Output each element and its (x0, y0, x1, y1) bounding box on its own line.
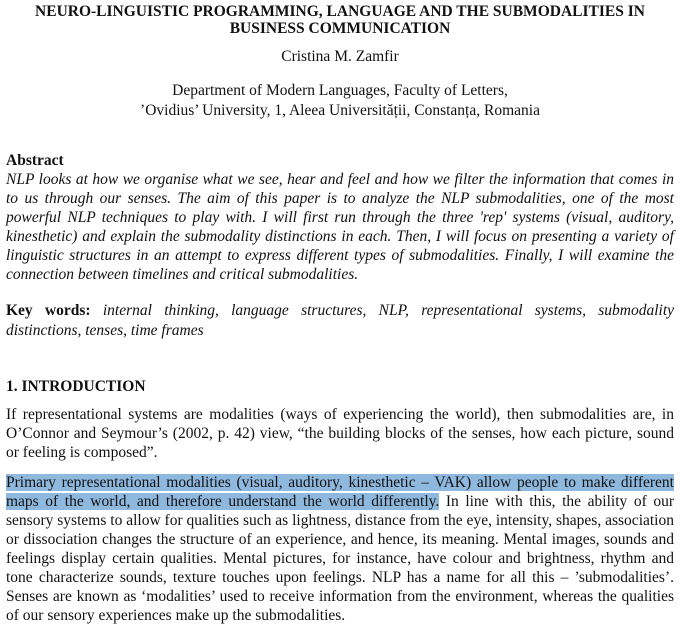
paper-page (6, 0, 674, 625)
affiliation-line-1: Department of Modern Languages, Faculty of Letters, (172, 82, 508, 99)
intro-paragraph-2-rest: In line with this, the ability of our sensory systems to allow for qualities such as lightness, distance from the eye, intensity, shapes, association or dissociation changes the structure of an experience, and hence, its meaning. Mental images, sounds and feelings display certain qualities. Mental pictures, for instance, have colour and brightness, rhythm and tone characterize sounds, texture touches upon feelings. NLP has a name for all this – ’submodalities’. Senses are known as ‘modalities’ used to receive information from the environment, whereas the qualities of our sensory experiences make up the submodalities. (6, 493, 674, 624)
intro-paragraph-2 (6, 473, 674, 625)
affiliation-line-2: ’Ovidius’ University, 1, Aleea Universității, Constanța, Romania (140, 102, 540, 119)
abstract-text: NLP looks at how we organise what we see, hear and feel and how we filter the information that comes in to us through our senses. The aim of this paper is to analyze the NLP submodalities, one of the most powerful NLP techniques to play with. I will first run through the three 'rep' systems (visual, auditory, kinesthetic) and explain the submodality distinctions in each. Then, I will focus on presenting a variety of linguistic structures in an attempt to express different types of submodalities. Finally, I will examine the connection between timelines and critical submodalities. (6, 171, 674, 283)
keywords-text: internal thinking, language structures, NLP, representational systems, submodality distinctions, tenses, time frames (6, 302, 675, 339)
paper-title (6, 3, 674, 37)
keywords-label: Key words: (6, 302, 91, 319)
abstract-heading: Abstract (6, 152, 64, 169)
author-name: Cristina M. Zamfir (281, 48, 399, 65)
section-heading-introduction: 1. INTRODUCTION (6, 378, 146, 395)
intro-paragraph-1: If representational systems are modalities (ways of experiencing the world), then submodalities are, in O’Connor and Seymour’s (2002, p. 42) view, “the building blocks of the senses, how each picture, sound or feeling is composed”. (6, 406, 674, 461)
highlighted-text[interactable]: Primary representational modalities (visual, auditory, kinesthetic – VAK) allow people to make different maps of the world, and therefore understand the world differently. (6, 474, 674, 510)
keywords (6, 301, 674, 341)
affiliation (6, 81, 674, 121)
paper-title-line-2: BUSINESS COMMUNICATION (229, 20, 451, 37)
paper-title-line-1: NEURO-LINGUISTIC PROGRAMMING, LANGUAGE AND THE SUBMODALITIES IN (35, 3, 645, 20)
